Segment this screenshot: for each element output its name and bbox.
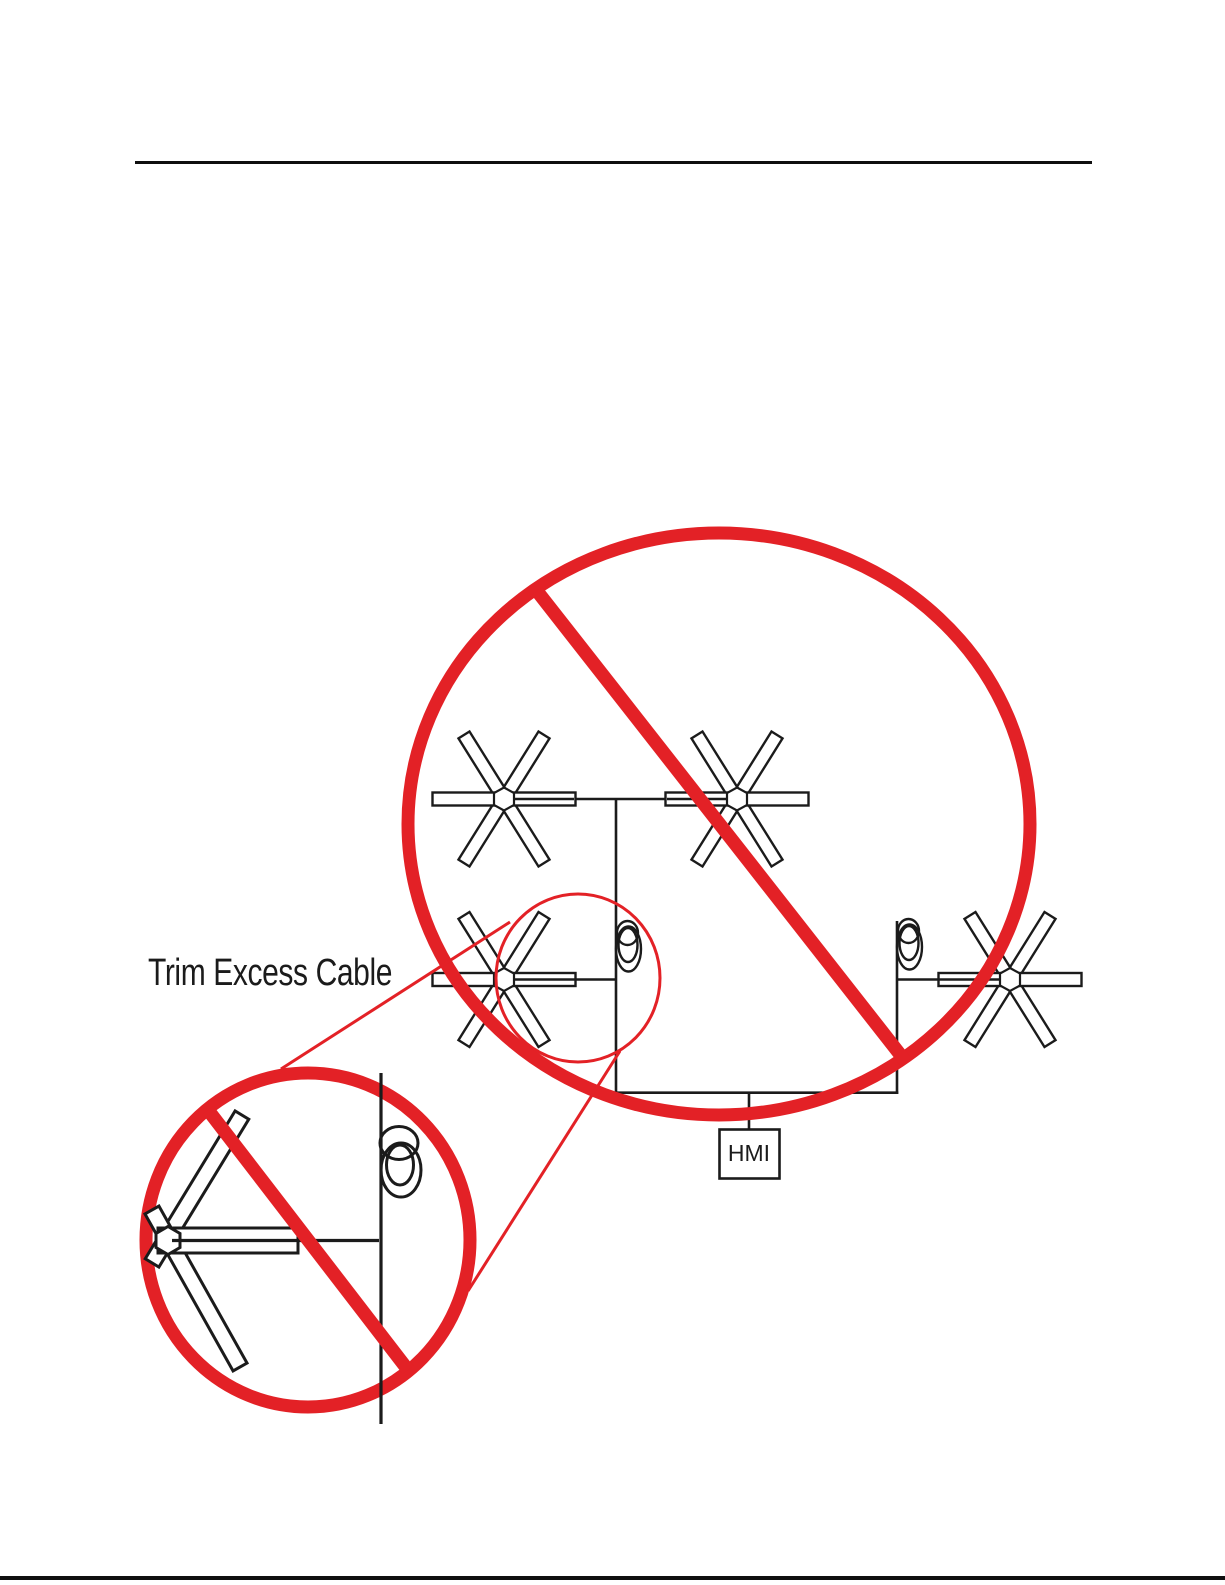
network-lines — [575, 799, 938, 1130]
callout-line-lower — [468, 1051, 620, 1291]
excess-cable-coil-icon — [616, 921, 641, 972]
excess-cable-coil-icon — [897, 919, 922, 970]
hmi-label: HMI — [727, 1140, 771, 1166]
excess-cable-coil-icon — [380, 1127, 421, 1198]
trim-excess-cable-label: Trim Excess Cable — [148, 952, 393, 994]
prohibition-slash — [537, 591, 906, 1062]
